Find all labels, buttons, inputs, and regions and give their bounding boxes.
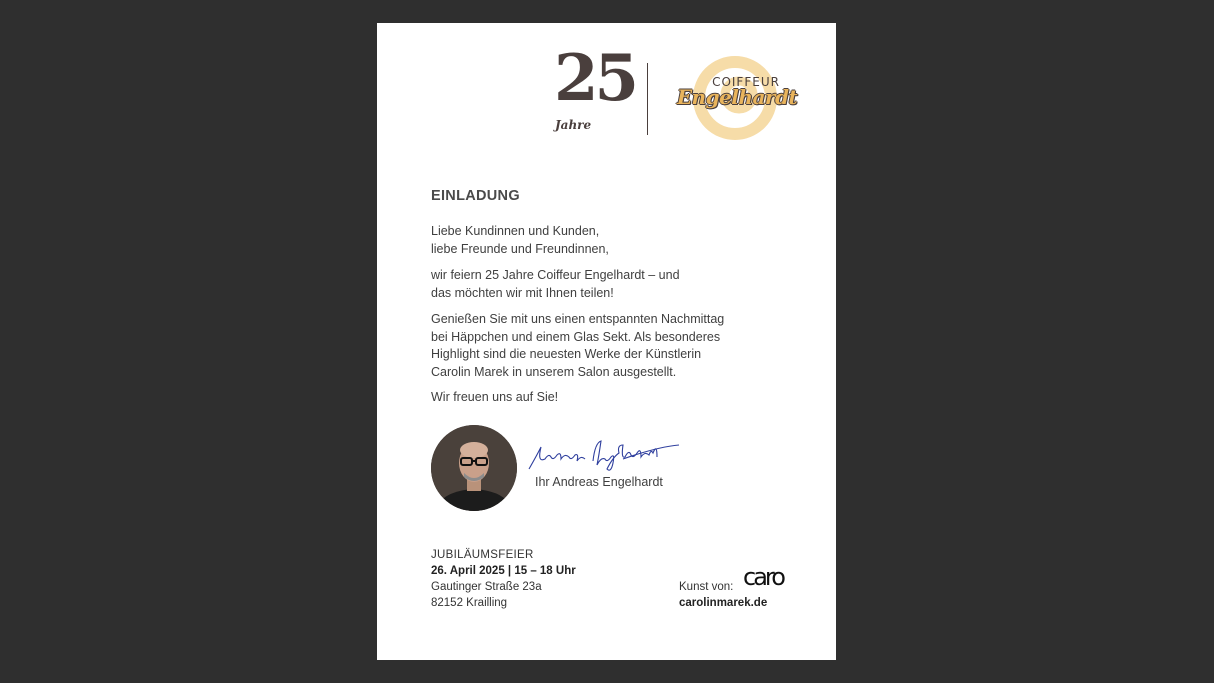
closing-paragraph xyxy=(431,389,791,407)
paragraph-text: Liebe Kundinnen und Kunden, liebe Freunde und Freundinnen, xyxy=(431,224,609,256)
paragraph-text: Genießen Sie mit uns einen entspannten Nachmittag bei Häppchen und einem Glas Sekt. Als besonderes Highlight sind die neuesten Werke der Künstlerin Carolin Marek in unserem Salon ausgestellt. xyxy=(431,312,725,379)
signature-script-text: Andreas Engelhardt xyxy=(527,435,536,436)
caro-logo-icon xyxy=(743,563,785,591)
anniversary-number: 25 xyxy=(554,41,636,116)
invitation-page xyxy=(377,23,836,660)
caro-logo-text: caro xyxy=(743,563,783,591)
handwritten-signature-icon xyxy=(527,435,687,475)
signature xyxy=(527,435,687,480)
artist-website-link[interactable]: carolinmarek.de xyxy=(679,597,768,609)
brand-top-text: COIFFEUR xyxy=(712,75,780,89)
sign-off: Ihr Andreas Engelhardt xyxy=(535,475,663,489)
brand-name: Engelhardt xyxy=(676,85,798,109)
brand-logo xyxy=(659,55,809,141)
anniversary-logo xyxy=(554,41,636,137)
announcement-paragraph xyxy=(431,267,791,302)
page-title: EINLADUNG xyxy=(431,188,520,204)
logo-divider xyxy=(647,63,648,135)
event-title: JUBILÄUMSFEIER xyxy=(431,549,534,561)
greeting-paragraph xyxy=(431,223,791,258)
event-street: Gautinger Straße 23a xyxy=(431,581,542,593)
portrait-icon xyxy=(431,425,517,511)
details-paragraph xyxy=(431,311,791,381)
paragraph-text: Wir freuen uns auf Sie! xyxy=(431,390,559,404)
art-label: Kunst von: xyxy=(679,581,734,593)
anniversary-word: Jahre xyxy=(555,118,592,132)
event-city: 82152 Krailling xyxy=(431,597,508,609)
paragraph-text: wir feiern 25 Jahre Coiffeur Engelhardt – und das möchten wir mit Ihnen teilen! xyxy=(431,268,680,300)
avatar xyxy=(431,425,517,511)
artist-logo xyxy=(743,563,785,596)
event-date-time: 26. April 2025 | 15 – 18 Uhr xyxy=(431,565,576,577)
